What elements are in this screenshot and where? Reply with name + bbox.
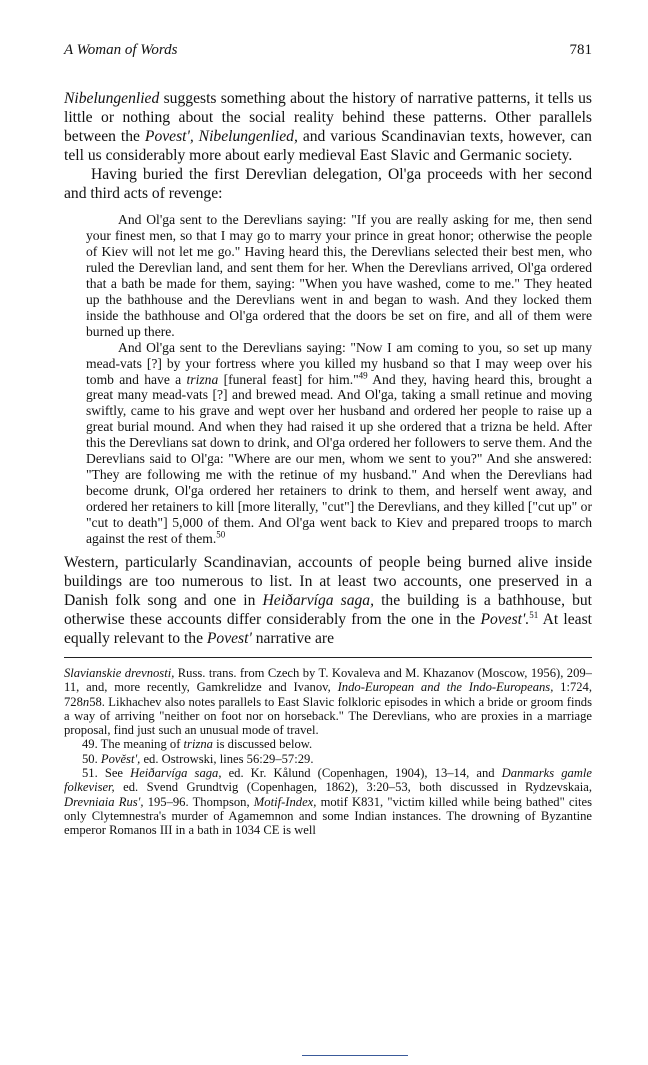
page-number: 781 (569, 42, 592, 58)
text-run: Western, particularly Scandinavian, accounts of people being burned alive inside buildings are too numerous to list. In at least two accounts, one preserved in a Danish folk song and one in (64, 554, 592, 610)
footnote-ref[interactable]: 50 (216, 529, 226, 540)
footnote-51 (64, 766, 592, 837)
text-run: ed. Ostrowski, lines 56:29–57:29. (140, 751, 314, 766)
italic-term: trizna (183, 737, 213, 752)
quote-paragraph (86, 340, 592, 547)
footnote-divider (64, 657, 592, 658)
quote-paragraph: And Ol'ga sent to the Derevlians saying: "If you are really asking for me, then send your finest men, so that I may go to marry your prince in great honor; otherwise the people of Kiev will not let me go." Having heard this, the Derevlians selected their best men, who ruled the Derevlian land, and sent them for her. When the Derevlians arrived, Ol'ga ordered that a bath be made for them, saying: "When you have washed, come to me." They heated up the bathhouse and the Derevlians went in and began to wash. And they locked them inside the bathhouse and Ol'ga ordered that the doors be set on fire, and all of them were burned up there. (86, 212, 592, 339)
text-run: narrative are (251, 630, 335, 648)
text-run: 58. Likhachev also notes parallels to East Slavic folkloric episodes in which a bride or groom finds a way of arriving "neither on foot nor on horseback." The Derevlians, who are proxies in a marriage proposal, find just such an unusual mode of travel. (64, 694, 592, 738)
bottom-rule (302, 1055, 408, 1056)
running-title: A Woman of Words (64, 42, 178, 58)
italic-title: Pověst', (100, 751, 141, 766)
text-run: [funeral feast] for him." (218, 371, 359, 387)
footnote-continuation (64, 666, 592, 737)
text-run: 49. The meaning of (82, 737, 184, 752)
text-run: 1:724, 728 (64, 680, 592, 709)
italic-title: Povest' (206, 630, 252, 648)
text-run: And they, having heard this, brought a great many mead-vats [?] and brewed mead. And Ol'ga, taking a small retinue and moving swiftly, came to his grave and wept over her husband and ordered her people to raise up a great burial mound. And when they had raised it up she ordered that a trizna be held. After this the Derevlians sat down to drink, and Ol'ga ordered her followers to serve them. And the Derevlians said to Ol'ga: "Where are our men, whom we sent to you?" And she answered: "They are following me with the retinue of my husband." And when the Derevlians had become drunk, Ol'ga ordered her retainers to drink to them, and herself went away, and ordered her retainers to kill [more literally, "cut"] the Derevlians, and they killed ["cut up" or "cut to death"] 5,000 of them. And Ol'ga went back to Kiev and prepared troops to march against the rest of them. (86, 371, 592, 546)
text-run: And Ol'ga sent to the Derevlians saying: "Now I am coming to you, so set up many mead-vats [?] by your fortress where you killed my husband so that I may weep over his tomb and have a (86, 339, 592, 387)
italic-title: Danmarks gamle folkeviser, (64, 766, 592, 795)
footnote-ref[interactable]: 51 (529, 610, 539, 620)
italic-title: Indo-European and the Indo-Europeans, (337, 680, 554, 695)
text-run: and various Scandinavian texts, however, can tell us considerably more about early medieval East Slavic and Germanic society. (64, 127, 592, 164)
footnote-50 (64, 752, 592, 766)
main-text (64, 90, 592, 203)
paragraph (64, 90, 592, 166)
text-run: At least equally relevant to the (64, 611, 592, 648)
running-header (64, 42, 592, 64)
text-run: is discussed below. (212, 737, 313, 752)
text-run: Russ. trans. from Czech by T. Kovaleva and M. Khazanov (Moscow, 1956), 209–11, and, more recently, Gamkrelidze and Ivanov, (64, 666, 592, 695)
italic-title: Slavianskie drevnosti, (64, 666, 175, 680)
footnote-49 (64, 737, 592, 751)
text-run: motif K831, "victim killed while being bathed" cites only Clytemnestra's murder of Agamemnon and some Indian instances. The drowning of Byzantine emperor Romanos III in a bath in 1034 CE is well (64, 794, 593, 838)
italic-title: Heiðarvíga saga, (130, 766, 222, 781)
page (64, 42, 592, 838)
italic-title: Drevniaia Rus', (64, 794, 144, 809)
text-run: 50. (82, 751, 101, 766)
italic-title: Povest'. (480, 611, 530, 629)
italic-title: Povest', Nibelungenlied, (144, 127, 298, 145)
paragraph: Having buried the first Derevlian delegation, Ol'ga proceeds with her second and third acts of revenge: (64, 165, 592, 202)
paragraph (64, 554, 592, 649)
italic-n: n (82, 694, 90, 709)
text-run: suggests something about the history of narrative patterns, it tells us little or nothing about the social reality behind these patterns. Other parallels between the (64, 90, 592, 145)
text-run: ed. Svend Grundtvig (Copenhagen, 1862), 3:20–53, both discussed in Rydzevskaia, (114, 780, 592, 795)
text-run: ed. Kr. Kålund (Copenhagen, 1904), 13–14, and (221, 766, 502, 781)
text-run: the building is a bathhouse, but otherwise these accounts differ considerably from the one in the (64, 592, 592, 629)
italic-term: trizna (186, 371, 219, 387)
block-quote (86, 212, 592, 546)
text-run: 195–96. Thompson, (143, 794, 254, 809)
text-run: 51. See (82, 766, 131, 781)
italic-title: Nibelungenlied (64, 90, 160, 107)
footnote-ref[interactable]: 49 (358, 369, 368, 380)
italic-title: Heiðarvíga saga, (262, 592, 374, 610)
footnotes (64, 666, 592, 838)
italic-title: Motif-Index, (253, 794, 317, 809)
